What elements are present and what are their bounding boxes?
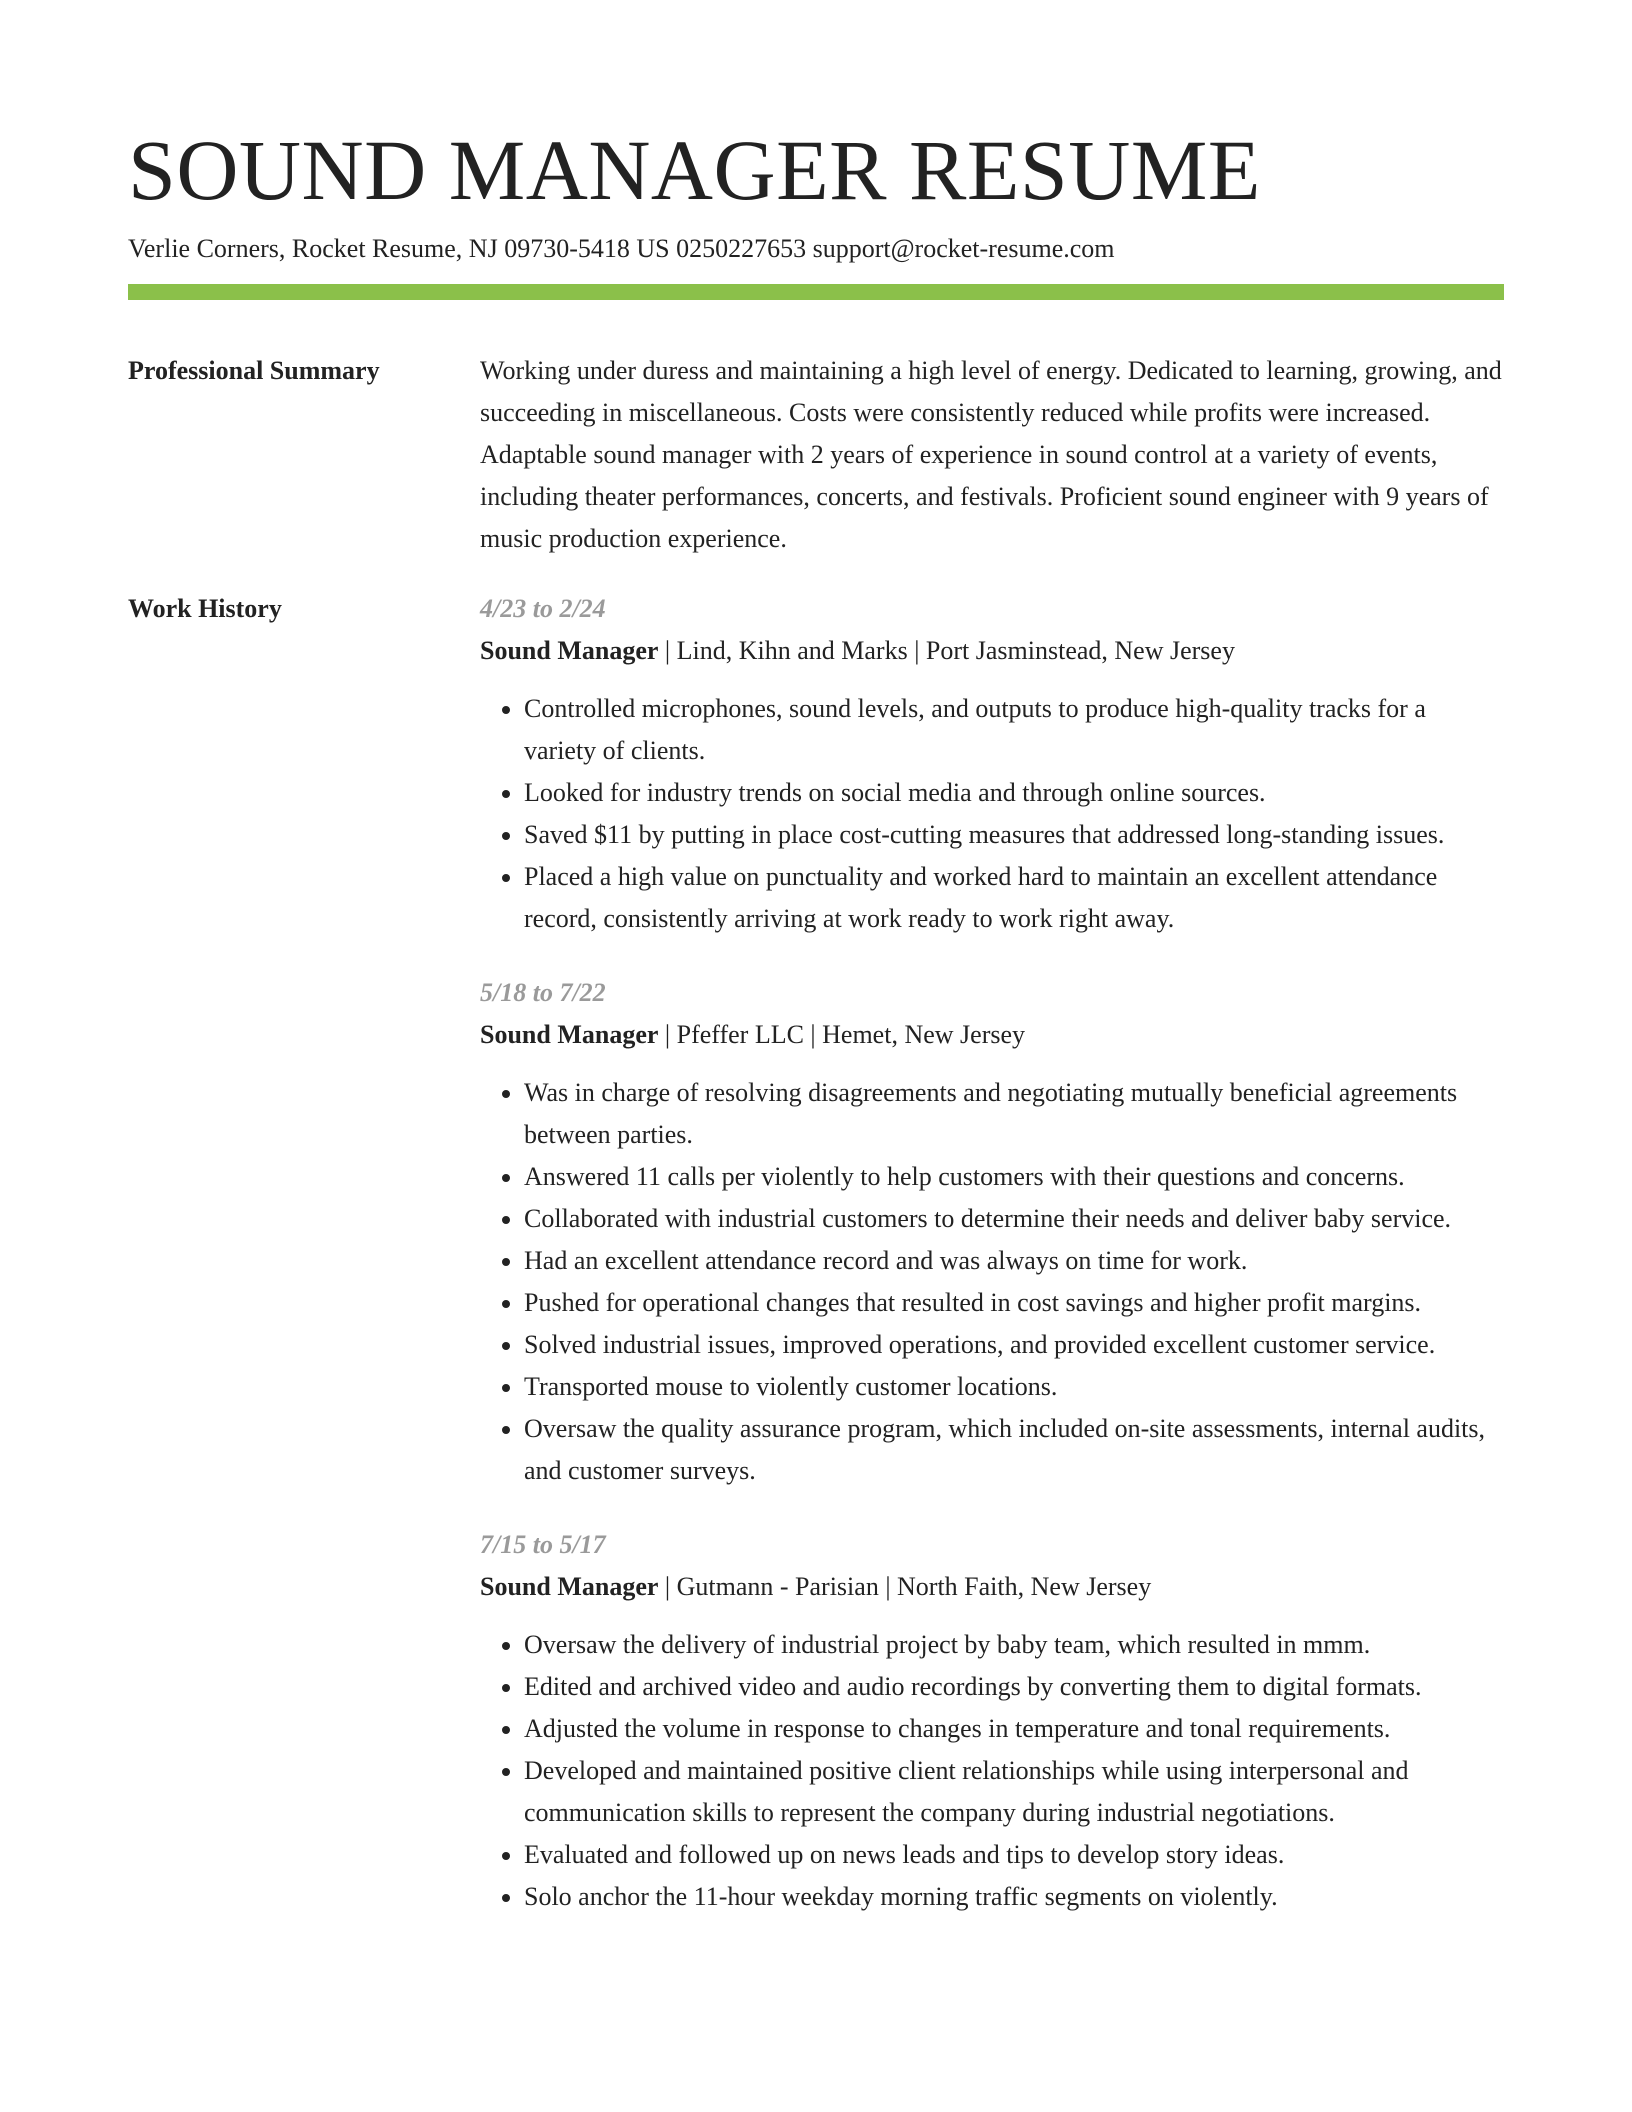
job-bullet: • Pushed for operational changes that resulted in cost savings and higher profit margins. (524, 1282, 1504, 1324)
summary-body (480, 350, 1504, 560)
header-divider (128, 284, 1504, 300)
work-history-body (480, 588, 1504, 1950)
job-bullet: • Placed a high value on punctuality and worked hard to maintain an excellent attendance record, consistently arriving at work ready to work right away. (524, 856, 1504, 940)
job-bullet: • Oversaw the quality assurance program, which included on-site assessments, internal audits, and customer surveys. (524, 1408, 1504, 1492)
job-bullet: • Collaborated with industrial customers to determine their needs and deliver baby service. (524, 1198, 1504, 1240)
resume-title: SOUND MANAGER RESUME (128, 122, 1261, 218)
job-bullet: • Developed and maintained positive client relationships while using interpersonal and communication skills to represent the company during industrial negotiations. (524, 1750, 1504, 1834)
job-heading (480, 1566, 1504, 1608)
professional-summary-section (128, 350, 1504, 560)
job-bullet: • Edited and archived video and audio recordings by converting them to digital formats. (524, 1666, 1504, 1708)
section-label-professional-summary: Professional Summary (128, 356, 380, 385)
job-details: | Pfeffer LLC | Hemet, New Jersey (658, 1020, 1026, 1049)
work-history-section (128, 588, 1504, 1950)
job-heading (480, 1014, 1504, 1056)
job-bullet: • Controlled microphones, sound levels, and outputs to produce high-quality tracks for a variety of clients. (524, 688, 1504, 772)
job-dates: 4/23 to 2/24 (480, 594, 606, 623)
job-bullet: • Transported mouse to violently customer locations. (524, 1366, 1504, 1408)
job-title: Sound Manager (480, 636, 659, 665)
job-bullet: • Adjusted the volume in response to changes in temperature and tonal requirements. (524, 1708, 1504, 1750)
job-entry (480, 588, 1504, 940)
resume-page (128, 120, 1504, 1950)
job-entry (480, 972, 1504, 1492)
job-bullet: • Had an excellent attendance record and was always on time for work. (524, 1240, 1504, 1282)
contact-line: Verlie Corners, Rocket Resume, NJ 09730-5418 US 0250227653 support@rocket-resume.com (128, 234, 1115, 263)
job-bullet: • Was in charge of resolving disagreements and negotiating mutually beneficial agreements between parties. (524, 1072, 1504, 1156)
job-bullet: • Answered 11 calls per violently to help customers with their questions and concerns. (524, 1156, 1504, 1198)
job-details: | Gutmann - Parisian | North Faith, New Jersey (658, 1572, 1152, 1601)
job-bullet: • Evaluated and followed up on news leads and tips to develop story ideas. (524, 1834, 1504, 1876)
job-title: Sound Manager (480, 1572, 659, 1601)
job-bullet: • Solo anchor the 11-hour weekday morning traffic segments on violently. (524, 1876, 1504, 1918)
job-details: | Lind, Kihn and Marks | Port Jasminstead, New Jersey (658, 636, 1235, 665)
job-bullet-list (480, 688, 1504, 940)
job-dates: 5/18 to 7/22 (480, 978, 606, 1007)
job-bullet: • Oversaw the delivery of industrial project by baby team, which resulted in mmm. (524, 1624, 1504, 1666)
job-bullet: • Saved $11 by putting in place cost-cutting measures that addressed long-standing issues. (524, 814, 1504, 856)
job-bullet-list (480, 1072, 1504, 1492)
job-dates: 7/15 to 5/17 (480, 1530, 606, 1559)
job-entry (480, 1524, 1504, 1918)
job-bullet: • Looked for industry trends on social media and through online sources. (524, 772, 1504, 814)
summary-text: Working under duress and maintaining a high level of energy. Dedicated to learning, growing, and succeeding in miscellaneous. Costs were consistently reduced while profits were increased. Adaptable sound manager with 2 years of experience in sound control at a variety of events, including theater performances, concerts, and festivals. Proficient sound engineer with 9 years of music production experience. (480, 356, 1502, 553)
job-bullet: • Solved industrial issues, improved operations, and provided excellent customer service. (524, 1324, 1504, 1366)
job-heading (480, 630, 1504, 672)
section-label-work-history: Work History (128, 594, 282, 623)
job-bullet-list (480, 1624, 1504, 1918)
job-title: Sound Manager (480, 1020, 659, 1049)
